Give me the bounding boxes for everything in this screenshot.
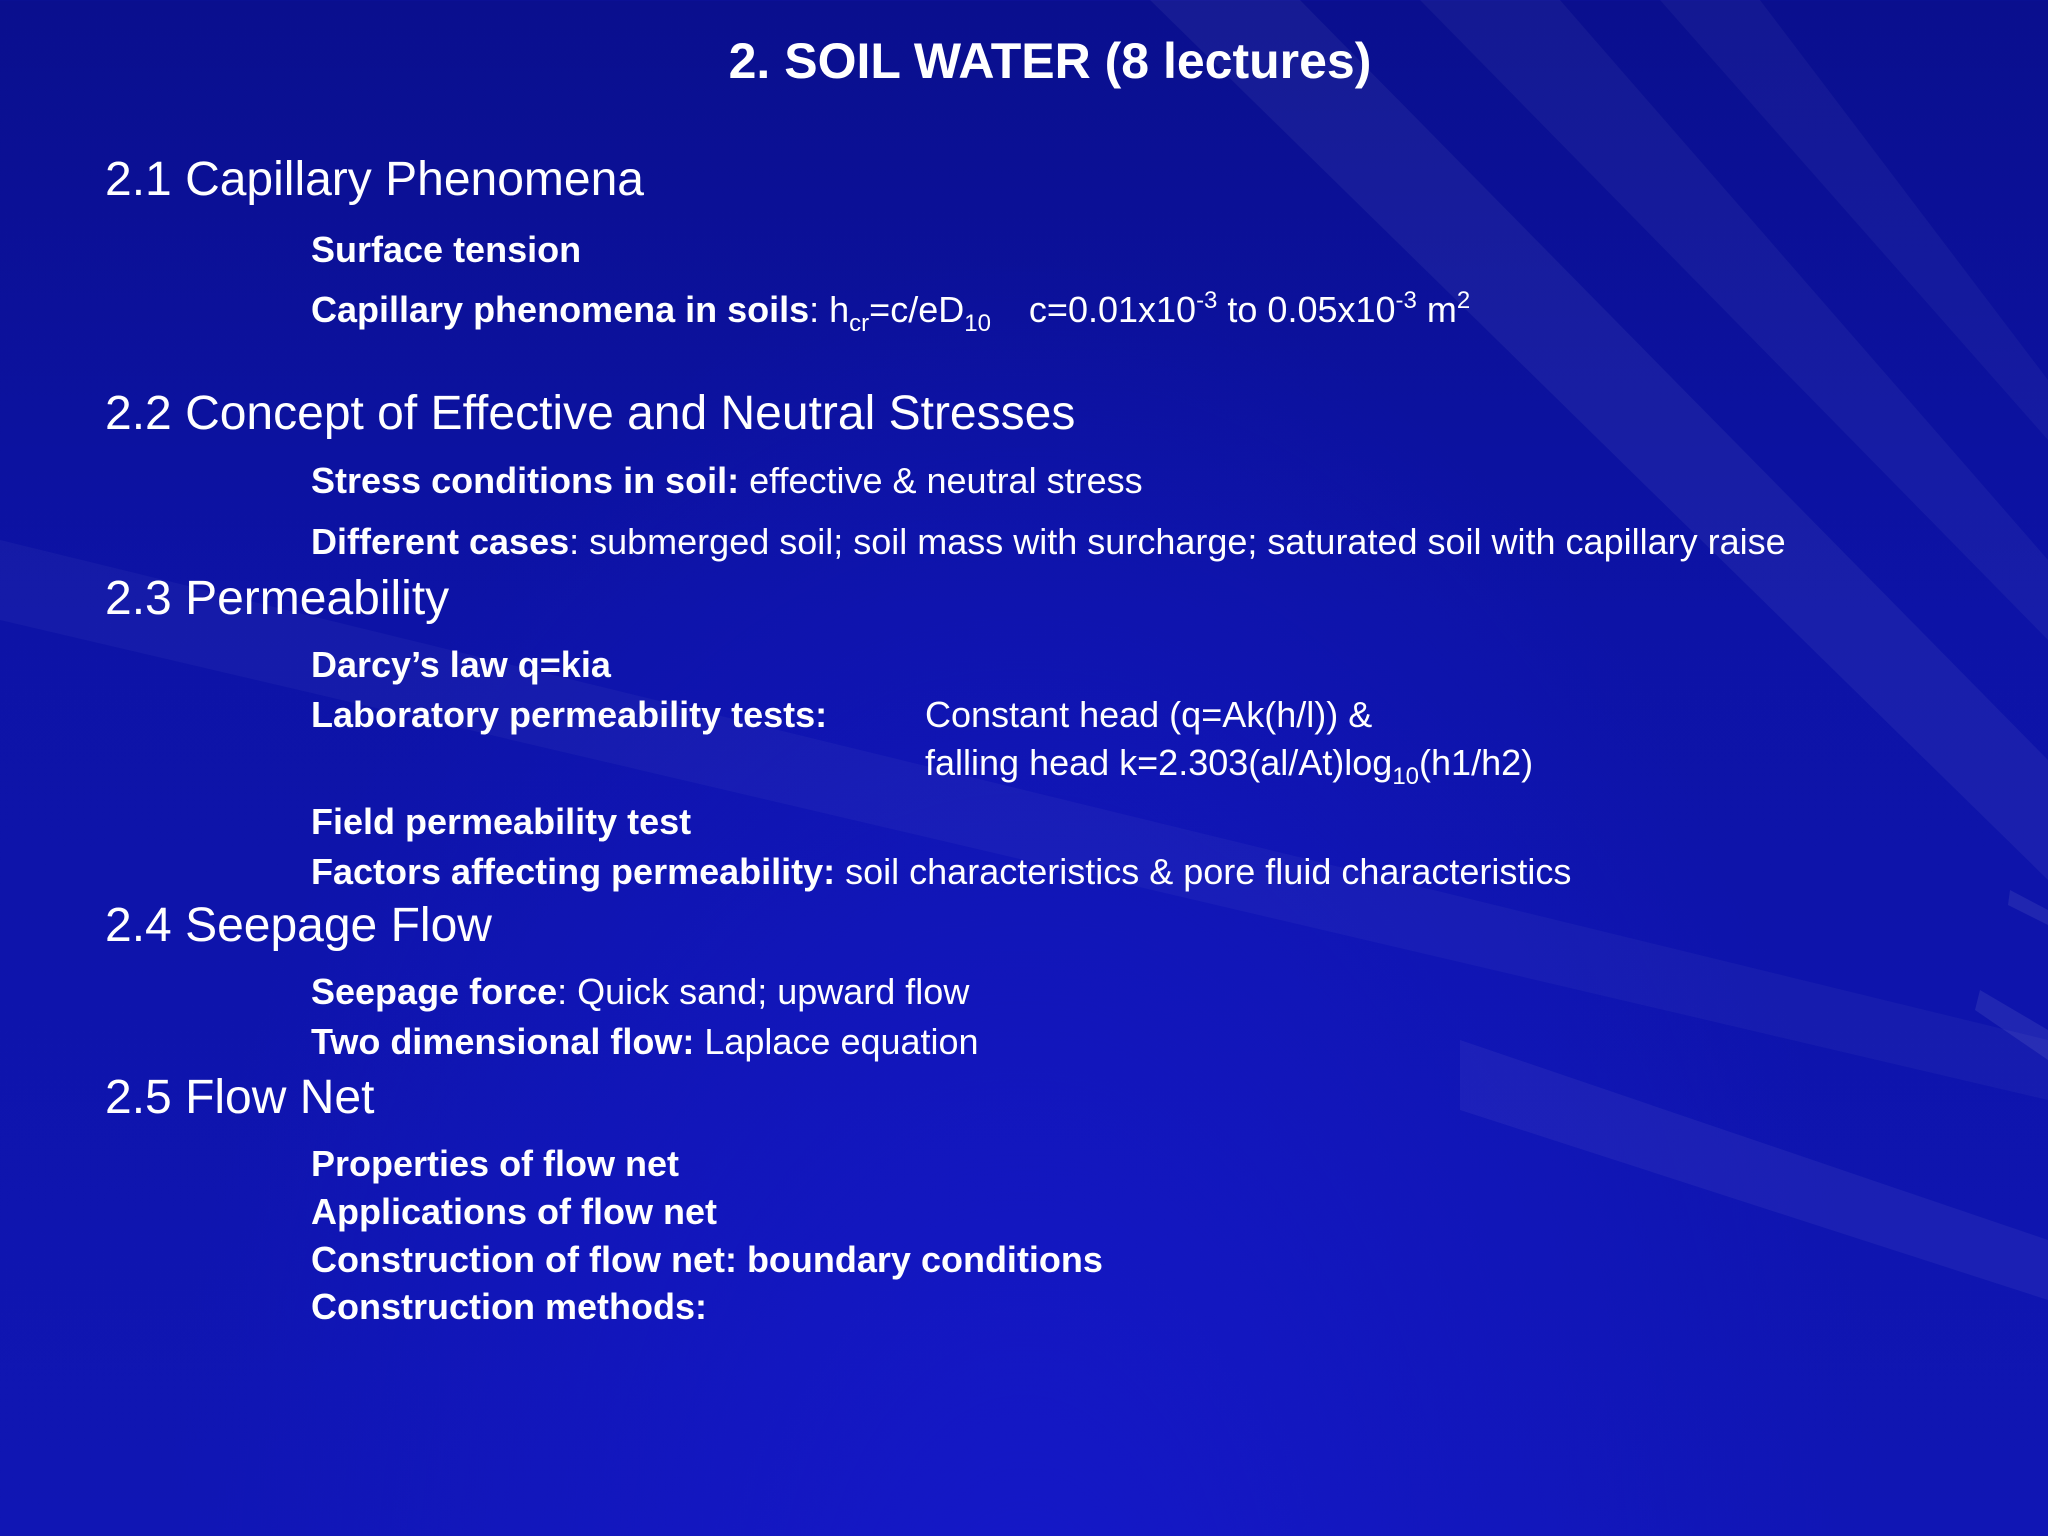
list-item: Applications of flow net [311, 1191, 717, 1232]
section-flow-net-heading: 2.5 Flow Net [105, 1071, 375, 1124]
factors-line: Factors affecting permeability: soil characteristics & pore fluid characteristics [311, 851, 1572, 892]
falling-head-line: falling head $k=2.303(al/At)\log_{10}(h1/h2)$ [925, 742, 1534, 790]
section-permeability-heading: 2.3 Permeability [105, 572, 450, 625]
list-item: Construction of flow net: boundary conditions [311, 1239, 1103, 1280]
capillary-soils-label: Capillary phenomena in soils [311, 289, 810, 330]
seepage-force-line: Seepage force: Quick sand; upward flow [311, 971, 970, 1012]
two-dimensional-flow-line: Two dimensional flow: Laplace equation [311, 1021, 979, 1062]
darcy-law-line: Darcy’s law q=kia [311, 644, 611, 685]
lab-tests-label: Laboratory permeability tests: [311, 694, 828, 735]
capillary-soils-line: Capillary phenomena in soils: $h_{cr}=c/eD_{10}$ $c=0.01x10^{-3}$ to $0.05x10^{-3}$ $m^2$ [311, 287, 1471, 337]
different-cases-line: Different cases: submerged soil; soil mass with surcharge; saturated soil with capillary raise [311, 521, 1786, 562]
section-capillary-heading: 2.1 Capillary Phenomena [105, 153, 644, 206]
field-test-line: Field permeability test [311, 801, 692, 842]
slide-title: 2. SOIL WATER (8 lectures) [728, 33, 1372, 89]
list-item: Construction methods: [311, 1286, 707, 1327]
list-item: Properties of flow net [311, 1143, 680, 1184]
constant-head-line: Constant head (q=Ak(h/l)) & [925, 694, 1373, 735]
section-seepage-heading: 2.4 Seepage Flow [105, 899, 492, 952]
section-effective-stress-heading: 2.2 Concept of Effective and Neutral Stresses [105, 387, 1076, 440]
surface-tension-line: Surface tension [311, 229, 582, 270]
stress-conditions-line: Stress conditions in soil: effective & neutral stress [311, 460, 1143, 501]
